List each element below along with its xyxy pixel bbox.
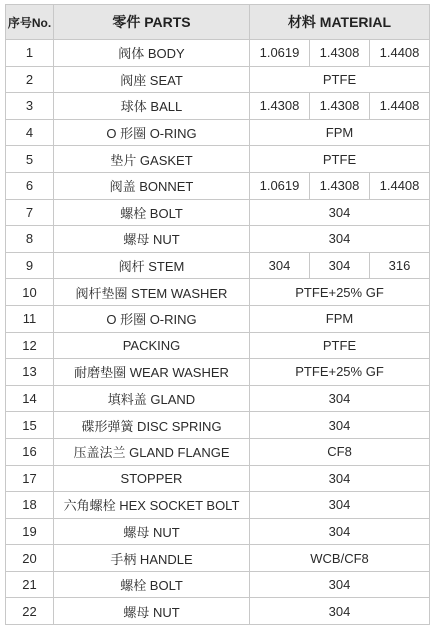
- part-name: 阀座 SEAT: [54, 66, 250, 93]
- part-name: 碟形弹簧 DISC SPRING: [54, 412, 250, 439]
- row-number: 15: [6, 412, 54, 439]
- material-value: PTFE: [250, 66, 430, 93]
- material-value: 304: [250, 465, 430, 492]
- row-number: 7: [6, 199, 54, 226]
- table-row: [6, 40, 430, 67]
- material-value: 304: [250, 571, 430, 598]
- part-name: 垫片 GASKET: [54, 146, 250, 173]
- row-number: 6: [6, 172, 54, 199]
- table-row: [6, 172, 430, 199]
- material-value: 1.4308: [310, 93, 370, 120]
- material-value: 304: [250, 518, 430, 545]
- material-value: 1.4308: [310, 40, 370, 67]
- part-name: 压盖法兰 GLAND FLANGE: [54, 438, 250, 465]
- table-row: [6, 279, 430, 306]
- row-number: 13: [6, 359, 54, 386]
- row-number: 19: [6, 518, 54, 545]
- row-number: 17: [6, 465, 54, 492]
- header-part: 零件 PARTS: [54, 5, 250, 40]
- row-number: 8: [6, 226, 54, 253]
- part-name: 六角螺栓 HEX SOCKET BOLT: [54, 492, 250, 519]
- material-value: 1.4308: [310, 172, 370, 199]
- table-row: [6, 518, 430, 545]
- table-row: [6, 571, 430, 598]
- row-number: 5: [6, 146, 54, 173]
- part-name: 螺母 NUT: [54, 226, 250, 253]
- table-row: [6, 598, 430, 625]
- table-row: [6, 252, 430, 279]
- table-header: [6, 5, 430, 40]
- row-number: 10: [6, 279, 54, 306]
- material-value: PTFE+25% GF: [250, 279, 430, 306]
- material-value: 304: [250, 598, 430, 625]
- header-material: 材料 MATERIAL: [250, 5, 430, 40]
- table-row: [6, 492, 430, 519]
- part-name: 耐磨垫圈 WEAR WASHER: [54, 359, 250, 386]
- table-row: [6, 359, 430, 386]
- material-value: PTFE: [250, 146, 430, 173]
- table-row: [6, 545, 430, 572]
- row-number: 16: [6, 438, 54, 465]
- part-name: 填料盖 GLAND: [54, 385, 250, 412]
- part-name: 阀体 BODY: [54, 40, 250, 67]
- row-number: 20: [6, 545, 54, 572]
- material-value: PTFE: [250, 332, 430, 359]
- part-name: 螺母 NUT: [54, 598, 250, 625]
- material-value: 1.4308: [250, 93, 310, 120]
- row-number: 3: [6, 93, 54, 120]
- material-value: 304: [310, 252, 370, 279]
- material-value: WCB/CF8: [250, 545, 430, 572]
- part-name: 阀杆 STEM: [54, 252, 250, 279]
- part-name: 阀盖 BONNET: [54, 172, 250, 199]
- part-name: O 形圈 O-RING: [54, 305, 250, 332]
- part-name: 手柄 HANDLE: [54, 545, 250, 572]
- part-name: 阀杆垫圈 STEM WASHER: [54, 279, 250, 306]
- table-row: [6, 93, 430, 120]
- table-body: [6, 40, 430, 625]
- parts-material-table: [5, 4, 430, 625]
- material-value: FPM: [250, 119, 430, 146]
- part-name: O 形圈 O-RING: [54, 119, 250, 146]
- material-value: 304: [250, 492, 430, 519]
- material-value: CF8: [250, 438, 430, 465]
- part-name: PACKING: [54, 332, 250, 359]
- table-row: [6, 465, 430, 492]
- row-number: 14: [6, 385, 54, 412]
- material-value: 1.4408: [370, 172, 430, 199]
- row-number: 22: [6, 598, 54, 625]
- material-value: PTFE+25% GF: [250, 359, 430, 386]
- material-value: 316: [370, 252, 430, 279]
- material-value: 1.4408: [370, 40, 430, 67]
- header-row: [6, 5, 430, 40]
- row-number: 12: [6, 332, 54, 359]
- part-name: 球体 BALL: [54, 93, 250, 120]
- material-value: 1.0619: [250, 40, 310, 67]
- material-value: 304: [250, 385, 430, 412]
- part-name: STOPPER: [54, 465, 250, 492]
- table-row: [6, 412, 430, 439]
- table-row: [6, 199, 430, 226]
- header-no: 序号No.: [6, 5, 54, 40]
- table-row: [6, 385, 430, 412]
- material-value: 304: [250, 199, 430, 226]
- part-name: 螺母 NUT: [54, 518, 250, 545]
- row-number: 21: [6, 571, 54, 598]
- row-number: 4: [6, 119, 54, 146]
- table-row: [6, 119, 430, 146]
- material-value: 304: [250, 226, 430, 253]
- row-number: 9: [6, 252, 54, 279]
- row-number: 11: [6, 305, 54, 332]
- table-row: [6, 305, 430, 332]
- part-name: 螺栓 BOLT: [54, 199, 250, 226]
- row-number: 1: [6, 40, 54, 67]
- material-value: 304: [250, 252, 310, 279]
- material-value: 1.0619: [250, 172, 310, 199]
- table-row: [6, 332, 430, 359]
- table-row: [6, 66, 430, 93]
- table-row: [6, 438, 430, 465]
- row-number: 2: [6, 66, 54, 93]
- row-number: 18: [6, 492, 54, 519]
- table-row: [6, 226, 430, 253]
- part-name: 螺栓 BOLT: [54, 571, 250, 598]
- material-value: 304: [250, 412, 430, 439]
- material-value: 1.4408: [370, 93, 430, 120]
- table-row: [6, 146, 430, 173]
- material-value: FPM: [250, 305, 430, 332]
